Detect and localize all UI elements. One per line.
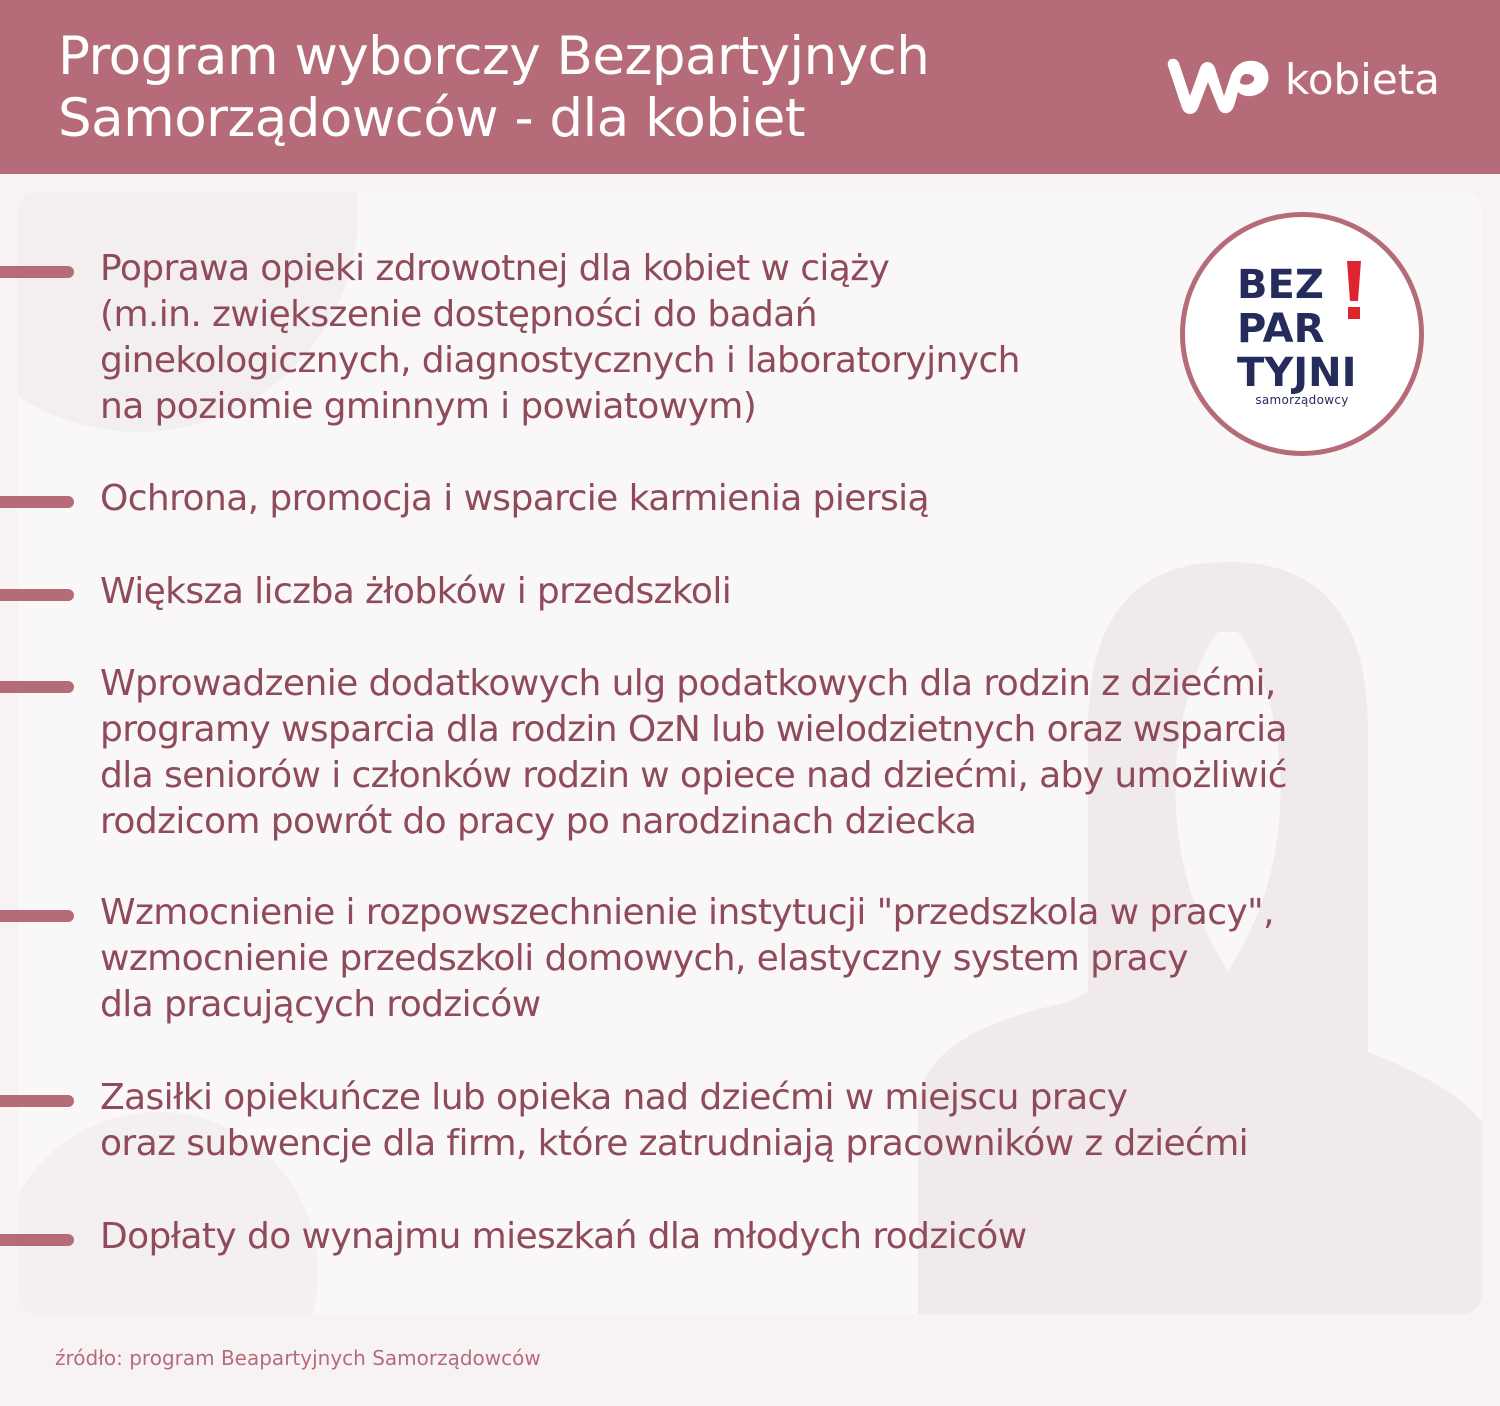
list-item-text (100, 246, 1020, 430)
bullet-dash (0, 266, 74, 278)
list-item-line: Zasiłki opiekuńcze lub opieka nad dziećmi w miejscu pracy (100, 1077, 1128, 1118)
list-item-line: Dopłaty do wynajmu mieszkań dla młodych rodziców (100, 1216, 1027, 1257)
list-item-line: ginekologicznych, diagnostycznych i laboratoryjnych (100, 340, 1020, 381)
list-item-text (100, 661, 1287, 845)
list-item-line: oraz subwencje dla firm, które zatrudniają pracowników z dziećmi (100, 1123, 1249, 1164)
brand-name: kobieta (1285, 55, 1440, 104)
list-item-line: dla seniorów i członków rodzin w opiece nad dziećmi, aby umożliwić (100, 755, 1287, 796)
bullet-dash (0, 1234, 74, 1246)
list-item-text (100, 1214, 1027, 1260)
badge-word: PAR (1237, 306, 1325, 352)
list-item-line: dla pracujących rodziców (100, 984, 541, 1025)
bullet-dash (0, 1095, 74, 1107)
exclamation-icon (1345, 261, 1363, 321)
list-item-line: Poprawa opieki zdrowotnej dla kobiet w ciąży (100, 248, 890, 289)
badge-word: TYJNI (1237, 350, 1357, 396)
list-item-line: (m.in. zwiększenie dostępności do badań (100, 294, 817, 335)
bullet-dash (0, 681, 74, 693)
badge-word: BEZ (1237, 262, 1324, 308)
list-item-text (100, 1075, 1248, 1167)
list-item-text (100, 890, 1274, 1028)
list-item-line: Wzmocnienie i rozpowszechnienie instytucji "przedszkola w pracy", (100, 892, 1274, 933)
list-item-line: programy wsparcia dla rodzin OzN lub wielodzietnych oraz wsparcia (100, 709, 1287, 750)
list-item-text (100, 569, 731, 615)
list-item-line: na poziomie gminnym i powiatowym) (100, 386, 757, 427)
bullet-dash (0, 910, 74, 922)
page-title-line-2: Samorządowców - dla kobiet (58, 88, 806, 149)
list-item-text (100, 476, 929, 522)
list-item-line: rodzicom powrót do pracy po narodzinach dziecka (100, 801, 977, 842)
bullet-dash (0, 496, 74, 508)
list-item-line: Ochrona, promocja i wsparcie karmienia piersią (100, 478, 929, 519)
source-note: źródło: program Beapartyjnych Samorządowców (55, 1346, 541, 1370)
list-item-line: Wprowadzenie dodatkowych ulg podatkowych dla rodzin z dziećmi, (100, 663, 1276, 704)
page-title-line-1: Program wyborczy Bezpartyjnych (58, 26, 930, 87)
bullet-dash (0, 589, 74, 601)
list-item-line: wzmocnienie przedszkoli domowych, elastyczny system pracy (100, 938, 1188, 979)
bezpartyjni-badge (1180, 212, 1424, 456)
list-item-line: Większa liczba żłobków i przedszkoli (100, 571, 732, 612)
badge-subtitle: samorządowcy (1255, 393, 1349, 407)
